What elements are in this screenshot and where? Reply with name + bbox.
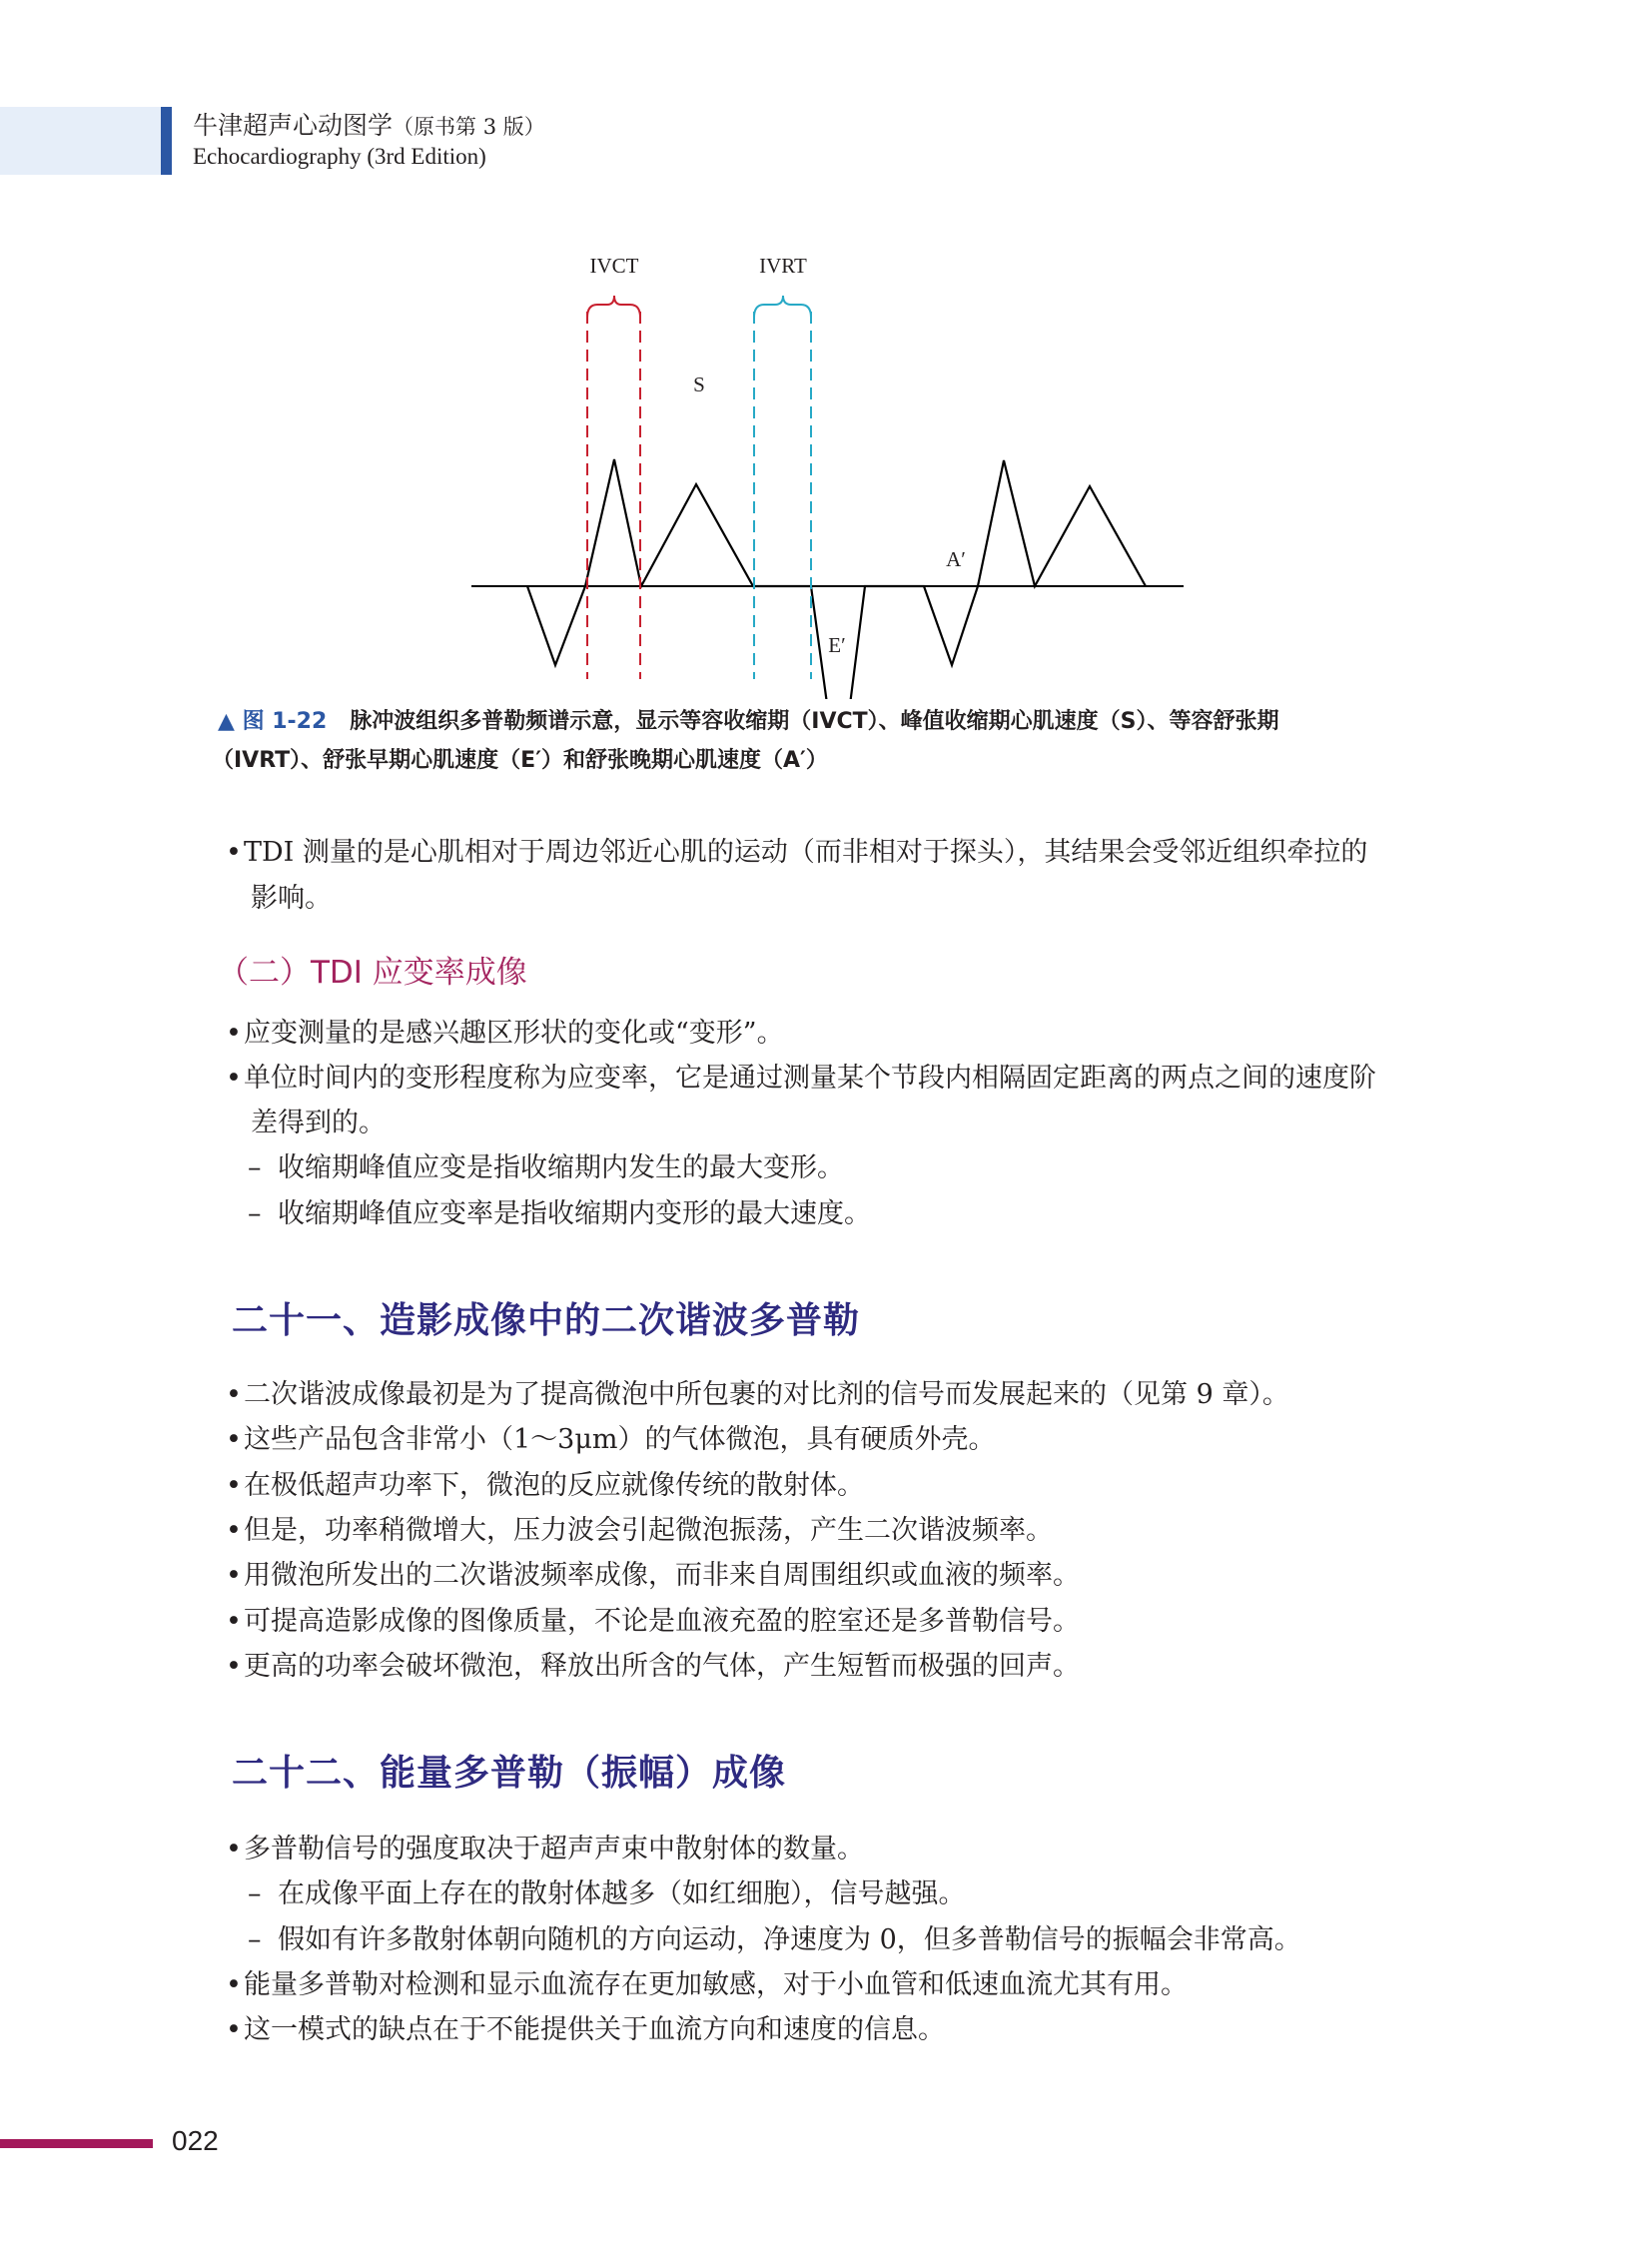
figure-caption (218, 704, 1279, 735)
sub-list-item (248, 1196, 871, 1232)
list-item (226, 835, 1367, 871)
tdi-spectrum-figure (0, 0, 1652, 699)
book-edition: （原书第 3 版） (393, 115, 545, 139)
bullet: • (226, 1424, 242, 1455)
bullet: • (226, 1470, 242, 1501)
list-item-continuation: 差得到的。 (251, 1108, 386, 1138)
bullet: • (226, 1560, 242, 1591)
list-item-text: 单位时间内的变形程度称为应变率，它是通过测量某个节段内相隔固定距离的两点之间的速度阶 (244, 1063, 1376, 1094)
dash: – (248, 1924, 262, 1955)
e-prime-label: E′ (828, 633, 846, 657)
list-item-text: 假如有许多散射体朝向随机的方向运动，净速度为 0，但多普勒信号的振幅会非常高。 (278, 1924, 1301, 1955)
list-item-text: 在成像平面上存在的散射体越多（如红细胞），信号越强。 (278, 1878, 966, 1909)
list-item-text: 这一模式的缺点在于不能提供关于血流方向和速度的信息。 (244, 2014, 945, 2045)
bullet: • (226, 2014, 242, 2045)
list-item-text: 这些产品包含非常小（1～3μm）的气体微泡，具有硬质外壳。 (244, 1424, 996, 1455)
list-item (226, 1377, 1289, 1413)
figure-number: ▲ 图 1-22 (218, 709, 328, 734)
list-item-text: 可提高造影成像的图像质量，不论是血液充盈的腔室还是多普勒信号。 (244, 1606, 1080, 1637)
ivrt-brace (754, 296, 811, 318)
list-item (226, 1422, 996, 1458)
bullet: • (226, 1834, 242, 1865)
bullet: • (226, 1969, 242, 2000)
list-item-continuation: 影响。 (251, 883, 332, 914)
footer-accent-bar (0, 2139, 153, 2148)
tdi-waveform (527, 459, 1146, 699)
list-item (226, 1649, 1080, 1685)
caption-line: （IVRT）、舒张早期心肌速度（E′）和舒张晚期心肌速度（A′） (212, 748, 828, 773)
list-item-text: 能量多普勒对检测和显示血流存在更加敏感，对于小血管和低速血流尤其有用。 (244, 1969, 1188, 2000)
bullet: • (226, 837, 242, 868)
subheading-tdi-strain: （二）TDI 应变率成像 (218, 955, 527, 991)
ivrt-label: IVRT (759, 254, 807, 278)
list-item (226, 1967, 1188, 2003)
bullet: • (226, 1063, 242, 1094)
list-item (226, 1468, 864, 1504)
section-heading-21: 二十一、造影成像中的二次谐波多普勒 (232, 1300, 861, 1341)
list-item-text: 二次谐波成像最初是为了提高微泡中所包裹的对比剂的信号而发展起来的（见第 9 章）。 (244, 1379, 1289, 1410)
list-item-text: 多普勒信号的强度取决于超声声束中散射体的数量。 (244, 1834, 864, 1865)
bullet: • (226, 1379, 242, 1410)
a-prime-label: A′ (946, 547, 966, 571)
dash: – (248, 1878, 262, 1909)
dash: – (248, 1198, 262, 1229)
list-item (226, 2012, 945, 2048)
book-title-cn: 牛津超声心动图学 (193, 111, 394, 140)
dash: – (248, 1152, 262, 1183)
list-item-text: 应变测量的是感兴趣区形状的变化或“变形”。 (244, 1018, 784, 1049)
ivct-label: IVCT (589, 254, 639, 278)
caption-line: 脉冲波组织多普勒频谱示意，显示等容收缩期（IVCT）、峰值收缩期心肌速度（S）、等容舒张期 (350, 709, 1279, 734)
ivct-brace (587, 296, 640, 318)
list-item (226, 1061, 1376, 1097)
list-item (226, 1604, 1080, 1640)
bullet: • (226, 1018, 242, 1049)
sub-list-item (248, 1922, 1301, 1958)
list-item-text: 用微泡所发出的二次谐波频率成像，而非来自周围组织或血液的频率。 (244, 1560, 1080, 1591)
book-title-en: Echocardiography (3rd Edition) (193, 144, 486, 169)
section-heading-22: 二十二、能量多普勒（振幅）成像 (232, 1753, 787, 1794)
list-item (226, 1558, 1080, 1594)
sub-list-item (248, 1150, 844, 1186)
ivrt-marker (754, 296, 811, 679)
list-item-text: TDI 测量的是心肌相对于周边邻近心肌的运动（而非相对于探头），其结果会受邻近组织牵拉的 (244, 837, 1368, 868)
list-item-text: 在极低超声功率下，微泡的反应就像传统的散射体。 (244, 1470, 864, 1501)
sub-list-item (248, 1876, 966, 1912)
list-item-text: 收缩期峰值应变是指收缩期内发生的最大变形。 (278, 1152, 844, 1183)
list-item (226, 1016, 784, 1052)
list-item-text: 但是，功率稍微增大，压力波会引起微泡振荡，产生二次谐波频率。 (244, 1515, 1053, 1546)
bullet: • (226, 1606, 242, 1637)
list-item (226, 1832, 864, 1868)
s-label: S (693, 373, 705, 396)
list-item (226, 1513, 1053, 1549)
list-item-text: 更高的功率会破坏微泡，释放出所含的气体，产生短暂而极强的回声。 (244, 1651, 1080, 1682)
bullet: • (226, 1651, 242, 1682)
bullet: • (226, 1515, 242, 1546)
ivct-marker (587, 296, 640, 679)
list-item-text: 收缩期峰值应变率是指收缩期内变形的最大速度。 (278, 1198, 871, 1229)
page-number: 022 (172, 2125, 219, 2156)
